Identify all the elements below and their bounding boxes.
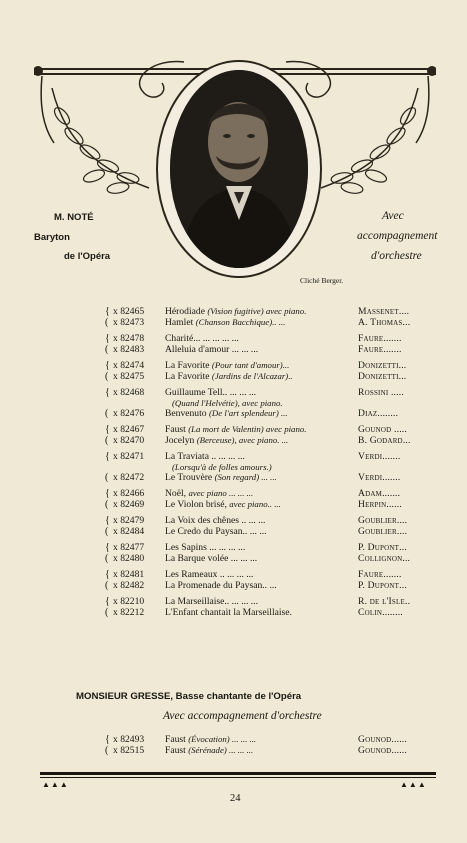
record-detail: avec piano.. ...: [229, 499, 281, 509]
brace-mark: {: [105, 734, 110, 745]
record-title: [165, 526, 267, 537]
record-composer: Donizetti...: [358, 371, 407, 382]
record-row: [0, 488, 467, 499]
record-number: x 82473: [113, 317, 145, 328]
record-detail: avec piano ... ... ...: [188, 488, 254, 498]
record-title-text: Les Rameaux .. ... ... ...: [165, 569, 254, 580]
record-row: [0, 607, 467, 618]
record-number: x 82478: [113, 333, 145, 344]
record-title-text: Benvenuto: [165, 408, 207, 419]
record-row: [0, 333, 467, 344]
record-title-text: Alleluia d'amour ... ... ...: [165, 344, 259, 355]
record-row: [0, 526, 467, 537]
record-title-text: La Marseillaise.. ... ... ...: [165, 596, 258, 607]
record-composer: Massenet....: [358, 306, 410, 317]
record-number: x 82474: [113, 360, 145, 371]
record-title: [165, 580, 277, 591]
record-composer: Faure.......: [358, 344, 402, 355]
record-title-text: La Favorite: [165, 360, 210, 371]
record-title-text: La Favorite: [165, 371, 210, 382]
record-row: [0, 344, 467, 355]
record-number: x 82212: [113, 607, 145, 618]
record-pair: [0, 333, 467, 355]
brace-mark: (: [105, 344, 109, 355]
gresse-subheading: Avec accompagnement d'orchestre: [163, 710, 322, 722]
bottom-rule: [40, 772, 436, 775]
record-detail: (La mort de Valentin) avec piano.: [188, 424, 307, 434]
record-detail: (Son regard) ... ...: [214, 472, 277, 482]
record-number: x 82482: [113, 580, 145, 591]
record-composer: Verdi.......: [358, 451, 401, 462]
record-row: [0, 387, 467, 398]
record-title-text: Faust: [165, 745, 186, 756]
accompaniment-line-1: Avec: [382, 210, 404, 222]
record-title: [165, 387, 256, 398]
record-detail: (Évocation) ... ... ...: [188, 734, 257, 744]
record-number: x 82469: [113, 499, 145, 510]
record-title-text: Charité... ... ... ... ...: [165, 333, 239, 344]
record-row: [0, 424, 467, 435]
record-number: x 82467: [113, 424, 145, 435]
brace-mark: {: [105, 542, 110, 553]
record-composer: Rossini .....: [358, 387, 404, 398]
record-pair: [0, 569, 467, 591]
record-number: x 82465: [113, 306, 145, 317]
record-row: [0, 580, 467, 591]
brace-mark: {: [105, 424, 110, 435]
brace-mark: (: [105, 408, 109, 419]
record-number: x 82484: [113, 526, 145, 537]
record-number: x 82481: [113, 569, 145, 580]
record-pair: [0, 515, 467, 537]
record-title: [165, 451, 245, 462]
brace-mark: (: [105, 553, 109, 564]
record-composer: Herpin......: [358, 499, 402, 510]
brace-mark: {: [105, 569, 110, 580]
brace-mark: (: [105, 317, 109, 328]
record-composer: P. Dupont...: [358, 580, 407, 591]
record-row: [0, 542, 467, 553]
record-composer: Diaz........: [358, 408, 399, 419]
record-title-text: Hérodiade: [165, 306, 205, 317]
portrait-photo: [170, 70, 308, 268]
record-pair: [0, 734, 467, 756]
brace-mark: {: [105, 515, 110, 526]
record-composer: Gounod......: [358, 745, 407, 756]
record-title: [165, 745, 253, 756]
record-title-text: La Promenade du Paysan.. ...: [165, 580, 277, 591]
record-title-text: Le Trouvère: [165, 472, 213, 483]
record-title-text: L'Enfant chantait la Marseillaise.: [165, 607, 292, 618]
record-composer: Faure.......: [358, 569, 402, 580]
bottom-rule-thin: [40, 777, 436, 778]
record-title-text: Le Credo du Paysan.. ... ...: [165, 526, 267, 537]
record-title: [165, 596, 258, 607]
record-row: [0, 596, 467, 607]
record-title: [165, 424, 306, 435]
record-title: [165, 607, 292, 618]
record-title-text: Faust: [165, 734, 186, 745]
record-number: x 82466: [113, 488, 145, 499]
record-title-text: La Traviata .. ... ... ...: [165, 451, 245, 462]
record-number: x 82471: [113, 451, 145, 462]
record-composer: Goublier....: [358, 515, 408, 526]
record-number: x 82472: [113, 472, 145, 483]
record-subtitle: [0, 462, 467, 472]
record-title: [165, 360, 289, 371]
record-detail: (Jardins de l'Alcazar)..: [211, 371, 293, 381]
photo-credit: Cliché Berger.: [300, 276, 344, 285]
record-subtitle: [0, 398, 467, 408]
record-title: [165, 734, 256, 745]
record-number: x 82475: [113, 371, 145, 382]
accompaniment-line-3: d'orchestre: [371, 250, 422, 262]
record-title: [165, 499, 281, 510]
record-row: [0, 306, 467, 317]
brace-mark: {: [105, 596, 110, 607]
record-number: x 82480: [113, 553, 145, 564]
record-title: [165, 472, 277, 483]
corner-ornament-right: ▲▲▲: [400, 780, 427, 789]
record-pair: [0, 424, 467, 446]
record-composer: Adam.......: [358, 488, 401, 499]
record-title: [165, 542, 245, 553]
brace-mark: (: [105, 526, 109, 537]
brace-mark: {: [105, 333, 110, 344]
brace-mark: (: [105, 435, 109, 446]
record-title: [165, 317, 285, 328]
record-row: [0, 745, 467, 756]
record-detail: (Vision fugitive) avec piano.: [207, 306, 307, 316]
record-title-text: Le Violon brisé,: [165, 499, 227, 510]
record-title: [165, 306, 306, 317]
record-composer: Faure.......: [358, 333, 402, 344]
record-title-text: Jocelyn: [165, 435, 195, 446]
record-title: [165, 488, 253, 499]
record-composer: B. Godard...: [358, 435, 411, 446]
record-composer: A. Thomas...: [358, 317, 411, 328]
record-number: x 82477: [113, 542, 145, 553]
singer-house: de l'Opéra: [64, 251, 111, 262]
record-row: [0, 472, 467, 483]
singer-name: M. NOTÉ: [54, 212, 94, 223]
record-pair: [0, 387, 467, 419]
record-composer: P. Dupont...: [358, 542, 407, 553]
gresse-record-list: [0, 734, 467, 761]
record-title-text: La Voix des chênes .. ... ...: [165, 515, 266, 526]
record-composer: Donizetti...: [358, 360, 407, 371]
record-title: [165, 569, 253, 580]
record-number: x 82468: [113, 387, 145, 398]
record-title: [165, 371, 293, 382]
record-number: x 82493: [113, 734, 145, 745]
brace-mark: (: [105, 499, 109, 510]
gresse-heading: MONSIEUR GRESSE, Basse chantante de l'Opéra: [76, 691, 302, 702]
record-pair: [0, 451, 467, 483]
accompaniment-line-2: accompagnement: [357, 230, 438, 242]
brace-mark: {: [105, 451, 110, 462]
brace-mark: {: [105, 488, 110, 499]
record-row: [0, 553, 467, 564]
corner-ornament-left: ▲▲▲: [42, 780, 69, 789]
record-row: [0, 371, 467, 382]
record-composer: Colin........: [358, 607, 403, 618]
record-title: [165, 553, 257, 564]
record-title-text: Faust: [165, 424, 186, 435]
brace-mark: (: [105, 607, 109, 618]
record-row: [0, 408, 467, 419]
record-title-text: Hamlet: [165, 317, 194, 328]
record-row: [0, 569, 467, 580]
record-pair: [0, 542, 467, 564]
record-row: [0, 435, 467, 446]
record-detail: (Chanson Bacchique).. ...: [195, 317, 286, 327]
record-row: [0, 360, 467, 371]
brace-mark: {: [105, 387, 110, 398]
record-pair: [0, 306, 467, 328]
record-title: [165, 435, 288, 446]
record-row: [0, 451, 467, 462]
brace-mark: {: [105, 360, 110, 371]
record-number: x 82479: [113, 515, 145, 526]
record-title-text: Les Sapins ... ... ... ...: [165, 542, 246, 553]
record-pair: [0, 360, 467, 382]
record-row: [0, 317, 467, 328]
brace-mark: (: [105, 745, 109, 756]
record-title-text: Guillaume Tell.. ... ... ...: [165, 387, 257, 398]
record-title: [165, 408, 288, 419]
record-row: [0, 734, 467, 745]
record-title: [165, 515, 265, 526]
record-title-text: Noël,: [165, 488, 187, 499]
record-composer: Collignon...: [358, 553, 411, 564]
record-detail: (Berceuse), avec piano. ...: [196, 435, 289, 445]
record-composer: Gounod......: [358, 734, 407, 745]
record-pair: [0, 488, 467, 510]
page-number: 24: [230, 793, 241, 804]
record-row: [0, 515, 467, 526]
brace-mark: (: [105, 371, 109, 382]
record-number: x 82470: [113, 435, 145, 446]
record-number: x 82210: [113, 596, 145, 607]
record-composer: Goublier....: [358, 526, 408, 537]
record-detail: (De l'art splendeur) ...: [208, 408, 288, 418]
record-title-text: La Barque volée ... ... ...: [165, 553, 258, 564]
record-number: x 82515: [113, 745, 145, 756]
record-detail: (Sérénade) ... ... ...: [188, 745, 254, 755]
record-title: [165, 333, 239, 344]
record-number: x 82483: [113, 344, 145, 355]
singer-voice: Baryton: [34, 232, 70, 243]
record-composer: Verdi.......: [358, 472, 401, 483]
record-pair: [0, 596, 467, 618]
record-subtitle-text: (Quand l'Helvétie), avec piano.: [172, 398, 283, 408]
brace-mark: (: [105, 580, 109, 591]
record-row: [0, 499, 467, 510]
record-title: [165, 344, 258, 355]
brace-mark: (: [105, 472, 109, 483]
record-list: [0, 306, 467, 623]
record-composer: Gounod .....: [358, 424, 407, 435]
brace-mark: {: [105, 306, 110, 317]
record-subtitle-text: (Lorsqu'à de folles amours.): [172, 462, 272, 472]
record-number: x 82476: [113, 408, 145, 419]
record-composer: R. de l'Isle..: [358, 596, 411, 607]
record-detail: (Pour tant d'amour)...: [211, 360, 290, 370]
